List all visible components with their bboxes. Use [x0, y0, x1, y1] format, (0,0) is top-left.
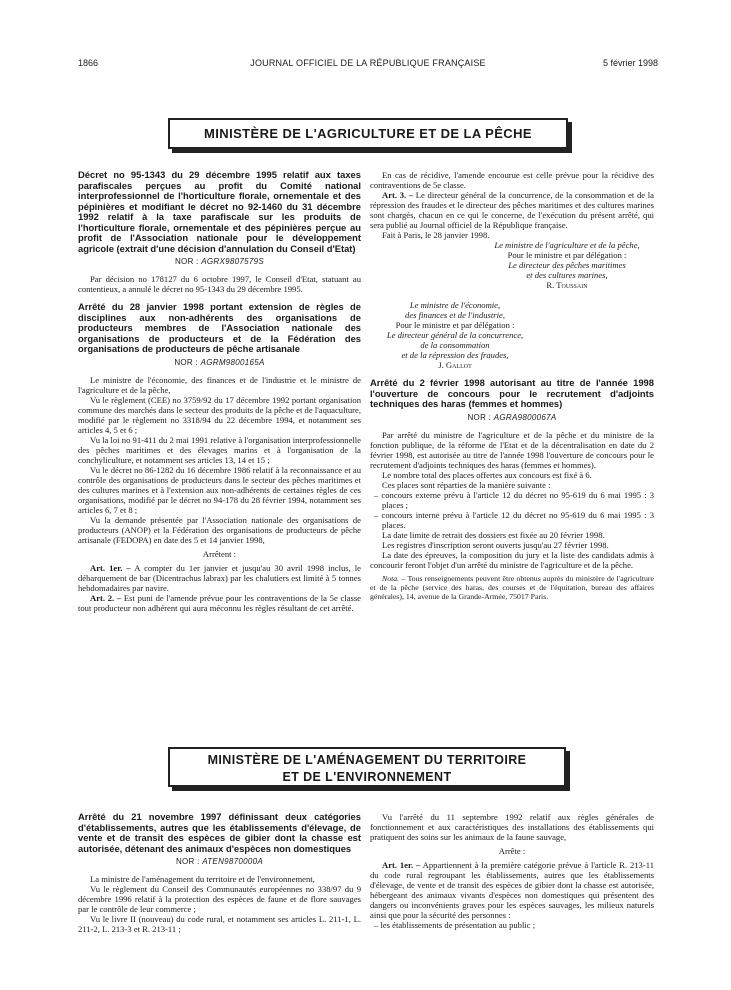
arrete1-title: Arrêté du 28 janvier 1998 portant extension de règles de disciplines aux non-adhérents des organisations de producteurs membres de l'Association nationale des organisations de producteurs et de la Fédération des organisations de producteurs de pêche artisanale [78, 301, 361, 354]
arrete1-para: Le ministre de l'économie, des finances et de l'industrie et le ministre de l'agriculture et de la pêche, [78, 374, 361, 395]
right-column-section2 [370, 812, 654, 930]
decret-nor: NOR : AGRX9807579S [174, 257, 264, 266]
arrete1-para: Vu la demande présentée par l'Association nationale des organisations de producteurs (ANOP) et la Fédération des organisations de producteurs de pêche artisanale (FEDOPA) en date des 5 et 14 janvier 1998, [78, 514, 361, 545]
arrete1-recidive: En cas de récidive, l'amende encourue est celle prévue pour la récidive des contraventions de 5e classe. [370, 170, 654, 190]
left-column-section1 [78, 170, 361, 613]
arrete3-nor: NOR : ATEN9870000A [175, 857, 264, 866]
arrete2-para: La date limite de retrait des dossiers est fixée au 20 février 1998. [382, 529, 605, 540]
arrete3-article-1: Art. 1er. – Appartiennent à la première catégorie prévue à l'article R. 213-11 du code rural regroupant les établissements, autres que les établissements d'élevage, de vente et de transit des espèces de gibier dont la chasse est autorisée, hébergeant des animaux vivants d'espèces non domestiques qui présentent des dangers ou inconvénients graves pour les espèces sauvages, les milieux naturels ainsi que pour la sécurité des personnes : [370, 860, 654, 920]
signatory-name: R. Toussain [546, 280, 588, 290]
decret-title: Décret no 95-1343 du 29 décembre 1995 relatif aux taxes parafiscales perçues au profit du Comité national interprofessionnel de l'horticulture florale, ornementale et des pépinières et modifiant le décret no 92-1460 du 31 décembre 1992 relatif à la taxe parafiscale sur les produits de l'horticulture florale, ornementale et des pépinières perçue au profit de l'Association nationale pour le développement agricole (extrait d'une décision d'annulation du Conseil d'Etat) [78, 169, 361, 254]
arrete2-para: La date des épreuves, la composition du jury et la liste des candidats admis à concourir feront l'objet d'un arrêté du ministre de l'agriculture et de la pêche. [370, 549, 654, 570]
arrete3-arrete: Arrête : [498, 846, 526, 856]
arrete1-para: Vu le décret no 86-1282 du 16 décembre 1986 relatif à la reconnaissance et au contrôle des organisations de producteurs dans le secteur des pêches maritimes et des cultures marines et à l'extension aux non-adhérents de certaines règles de ces organisations, modifié par le décret no 94-178 du 28 février 1994, notamment ses articles 6, 7 et 8 ; [78, 464, 361, 515]
arrete2-para: Par arrêté du ministre de l'agriculture et de la pêche et du ministre de la fonction publique, de la réforme de l'Etat et de la décentralisation en date du 2 février 1998, est autorisée au titre de l'année 1998 l'ouverture de concours pour le recrutement d'adjoints techniques des haras (femmes et hommes). [370, 429, 654, 470]
arrete3-para: La ministre de l'aménagement du territoire et de l'environnement, [90, 874, 315, 884]
arrete2-title: Arrêté du 2 février 1998 autorisant au titre de l'année 1998 l'ouverture de concours pour le recrutement d'adjoints techniques des haras (femmes et hommes) [370, 377, 654, 409]
arrete2-para: Les registres d'inscription seront ouverts jusqu'au 27 février 1998. [382, 539, 609, 550]
page-number: 1866 [78, 58, 99, 68]
arrete1-para: Vu le règlement (CEE) no 3759/92 du 17 décembre 1992 portant organisation commune des marchés dans le secteur des produits de la pêche et de l'aquaculture, modifié par le règlement no 3318/94 du 22 décembre 1994, et notamment ses articles 4, 5 et 6 ; [78, 394, 361, 435]
ministry-heading-amenagement: MINISTÈRE DE L'AMÉNAGEMENT DU TERRITOIRE ET DE L'ENVIRONNEMENT [168, 747, 566, 787]
left-column-section2 [78, 812, 361, 934]
signature-block-2: Le ministre de l'économie, des finances et de l'industrie, Pour le ministre et par délégation : Le directeur général de la concurrence, de la consommation et de la répression des fraudes, J. Gallot [370, 300, 540, 370]
arrete1-arretent: Arrêtent : [202, 548, 237, 559]
journal-title: JOURNAL OFFICIEL DE LA RÉPUBLIQUE FRANÇAISE [250, 58, 486, 68]
arrete3-list-item: – les établissements de présentation au public ; [374, 920, 536, 930]
arrete3-para: Vu le règlement du Conseil des Communautés européennes no 338/97 du 9 décembre 1996 relatif à la protection des espèces de faune et de flore sauvages par le contrôle de leur commerce ; [78, 884, 361, 914]
arrete1-done: Fait à Paris, le 28 janvier 1998. [382, 230, 490, 240]
arrete2-list-item: – concours externe prévu à l'article 12 du décret no 95-619 du 6 mai 1995 : 3 places ; [374, 489, 654, 510]
arrete3-para: Vu l'arrêté du 11 septembre 1992 relatif aux règles générales de fonctionnement et aux caractéristiques des installations des établissements qui pratiquent des soins sur les animaux de la faune sauvage, [370, 812, 654, 842]
arrete3-title: Arrêté du 21 novembre 1997 définissant deux catégories d'établissements, autres que les établissements d'élevage, de vente et de transit des espèces de gibier dont la chasse est autorisée, détenant des animaux d'espèces non domestiques [78, 811, 361, 854]
arrete2-nor: NOR : AGRA9800067A [467, 412, 557, 422]
signatory-name: J. Gallot [438, 360, 472, 370]
arrete1-article-1: Art. 1er. – A compter du 1er janvier et jusqu'au 30 avril 1998 inclus, le débarquement de bar (Dicentrachus labrax) par les chalutiers est limité à 5 tonnes hebdomadaires par navire. [78, 562, 361, 593]
arrete2-para: Le nombre total des places offertes aux concours est fixé à 6. [382, 469, 592, 480]
decret-body: Par décision no 178127 du 6 octobre 1997, le Conseil d'Etat, statuant au contentieux, a annulé le décret no 95-1343 du 29 décembre 1995. [78, 274, 361, 294]
arrete2-note: Nota. – Tous renseignements peuvent être obtenus auprès du ministère de l'agriculture et de la pêche (service des haras, des courses et de l'équitation, bureau des affaires générales), 14, avenue de la Grande-Armée, 75017 Paris. [370, 573, 654, 601]
arrete2-para: Ces places sont réparties de la manière suivante : [382, 479, 551, 490]
arrete1-article-3: Art. 3. – Le directeur général de la concurrence, de la consommation et de la répression des fraudes et le directeur des pêches maritimes et des cultures marines sont chargés, chacun en ce qui le concerne, de l'exécution du présent arrêté, qui sera publié au Journal officiel de la République française. [370, 190, 654, 230]
page-header [78, 58, 658, 72]
issue-date: 5 février 1998 [602, 58, 658, 68]
arrete1-para: Vu la loi no 91-411 du 2 mai 1991 relative à l'organisation interprofessionnelle des pêches maritimes et des élevages marins et à l'organisation de la conchyliculture, et notamment ses articles 13, 14 et 15 ; [78, 434, 361, 465]
signature-block-1: Le ministre de l'agriculture et de la pêche, Pour le ministre et par délégation : Le directeur des pêches maritimes et des cultures marines, R. Toussain [480, 240, 654, 290]
right-column-section1 [370, 170, 654, 601]
arrete1-article-2: Art. 2. – Est puni de l'amende prévue pour les contraventions de la 5e classe tout producteur non adhérent qui aura méconnu les règles résultant de cet arrêté. [78, 592, 361, 613]
arrete1-nor: NOR : AGRM9800165A [174, 357, 265, 367]
arrete3-para: Vu le livre II (nouveau) du code rural, et notamment ses articles L. 211-1, L. 211-2, L. 213-3 et R. 213-11 ; [78, 914, 361, 934]
ministry-heading-agriculture: MINISTÈRE DE L'AGRICULTURE ET DE LA PÊCHE [168, 118, 568, 149]
arrete2-list-item: – concours interne prévu à l'article 12 du décret no 95-619 du 6 mai 1995 : 3 places. [374, 509, 654, 530]
